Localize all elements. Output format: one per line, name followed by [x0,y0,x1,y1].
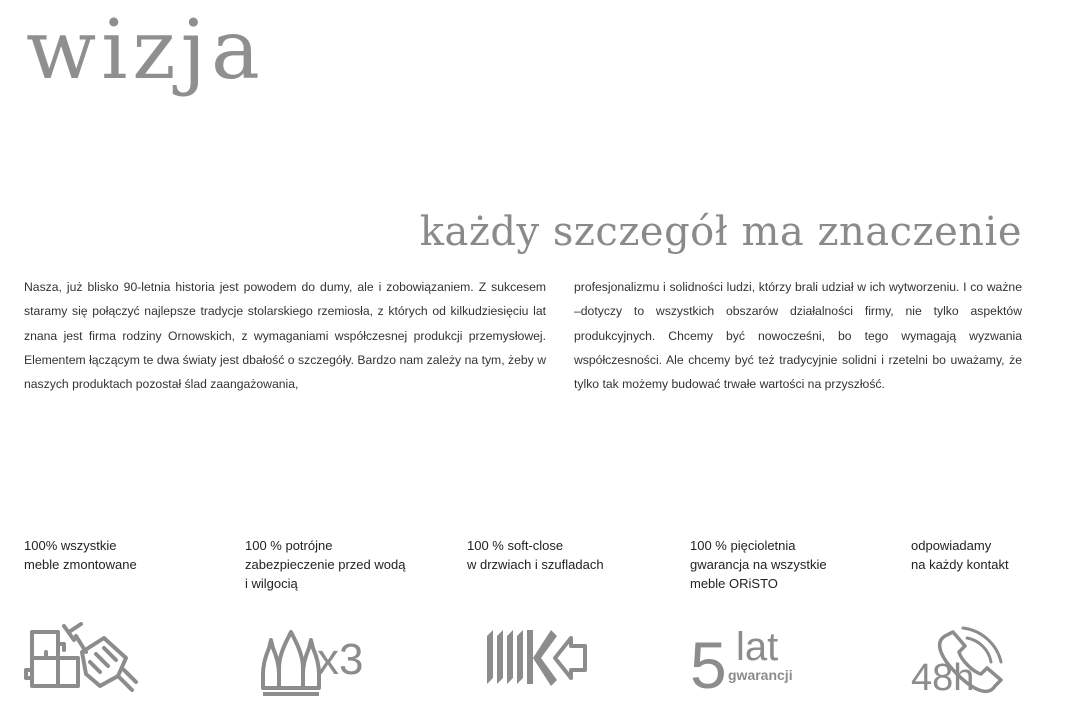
assembly-icon [24,622,140,707]
water-protection-icon [259,622,369,701]
feature-soft-close [467,536,677,574]
body-text-column-2: profesjonalizmu i solidności ludzi, którzy brali udział w ich wytworzeniu. I co ważne –dotyczy to wszystkich obszarów działalności firmy, nie tylko aspektów produkcyjnych. Chcemy być nowocześni, bo tego wymagają wyzwania współczesności. Ale chcemy być też tradycyjnie solidni i rzetelni bo uważamy, że tylko tak możemy budować trwałe wartości na przyszłość. [574,280,1022,392]
page-title: wizja [26,3,265,98]
water-protection-label: x3 [317,635,364,684]
features-row [0,536,1066,726]
phone-icon [911,622,1021,703]
page-subtitle: każdy szczegół ma znaczenie [419,209,1022,255]
warranty-sub: gwarancji [728,667,793,683]
feature-water-protection [245,536,455,684]
soft-close-icon [485,622,589,697]
warranty-icon [690,622,800,703]
body-text-column-1: Nasza, już blisko 90-letnia historia jest powodem do dumy, ale i zobowiązaniem. Z sukcesem staramy się połączyć najlepsze tradycje stolarskiego rzemiosła, z których od kilkudziesięciu lat znana jest firma rodziny Ornowskich, z wymaganiami współczesnej produkcji przemysłowej. Elementem łączącym te dwa światy jest dbałość o szczegóły. Bardzo nam zależy na tym, żeby w naszych produktach pozostał ślad zaangażowania, [24,280,546,392]
feature-contact [911,536,1066,698]
feature-text: 100% wszystkie meble zmontowane [24,538,137,572]
feature-text: 100 % soft-close w drzwiach i szufladach [467,538,604,572]
warranty-word: lat [736,625,779,669]
feature-text: 100 % potrójne zabezpieczenie przed wodą i wilgocią [245,538,406,591]
warranty-number: 5 [690,628,727,698]
feature-assembled [24,536,234,574]
feature-text: 100 % pięcioletnia gwarancja na wszystkie meble ORiSTO [690,538,827,591]
phone-label: 48h [911,657,975,698]
feature-text: odpowiadamy na każdy kontakt [911,538,1009,572]
feature-warranty [690,536,900,698]
